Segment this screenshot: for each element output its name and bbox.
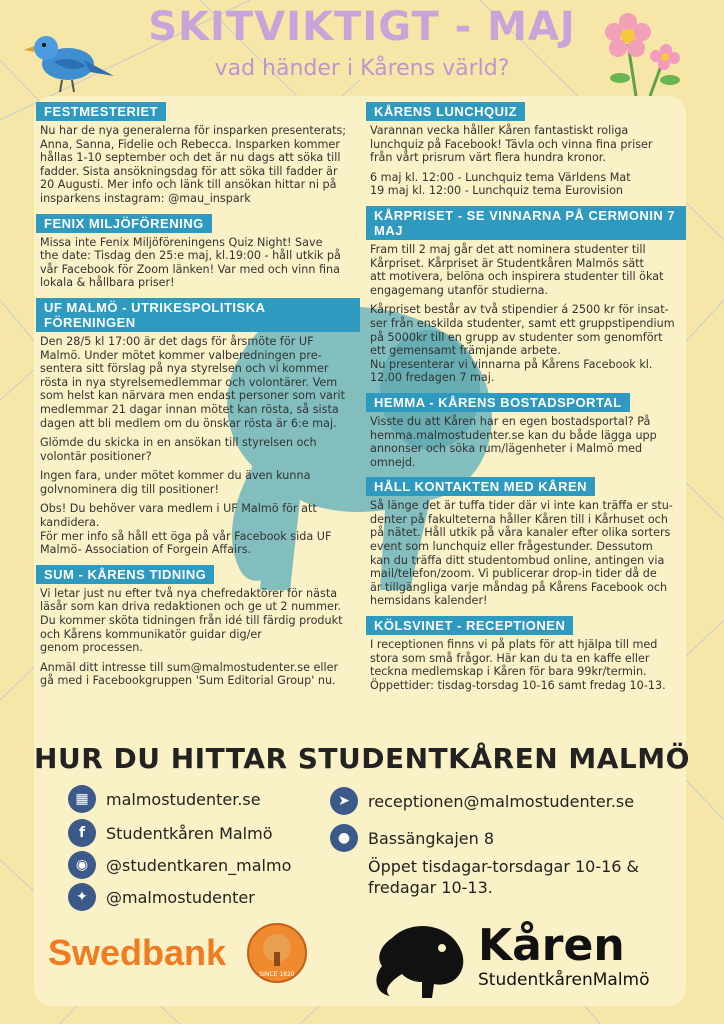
section-header: FENIX MILJÖFÖRENING	[36, 214, 212, 233]
section-text: Den 28/5 kl 17:00 är det dags för årsmöte för UF Malmö. Under mötet kommer valberedningen pre- sentera sitt förslag på nya styrelsen och vi kommer rösta in nya styrelsemedlemmar och volontärer. Vem som helst kan närvara men endast personer som varit medlemmar 21 dagar innan mötet kan rösta, så sista dagen att bli medlem om du önskar rösta är 6:e maj.	[40, 334, 346, 430]
section-header: KÅRENS LUNCHQUIZ	[366, 102, 525, 121]
section-text: 6 maj kl. 12:00 - Lunchquiz tema Världens Mat 19 maj kl. 12:00 - Lunchquiz tema Eurovision	[370, 170, 631, 198]
section-uf-malmo	[36, 296, 360, 557]
section-header: KÖLSVINET - RECEPTIONEN	[366, 616, 573, 635]
page-subtitle: vad händer i Kårens värld?	[214, 56, 510, 81]
section-text: Kårpriset består av två stipendier á 2500 kr för insat- ser från enskilda studenter, samt ett gruppstipendium på 5000kr till en grupp av studenter som genomfört ett gemensamt främjande arbete. Nu presenterar vi vinnarna på Kårens Facebook kl. 12.00 fredagen 7 maj.	[370, 303, 675, 385]
section-text: I receptionen finns vi på plats för att hjälpa till med stora som små frågor. Här kan du ta en kaffe eller teckna medlemskap i Kåren för bara 99kr/termin. Öppettider: tisdag-torsdag 10-16 samt fredag 10-13.	[370, 638, 666, 692]
section-lunchquiz	[366, 100, 686, 198]
telegram-icon: ➤	[330, 787, 358, 815]
section-sum	[36, 563, 360, 688]
left-column	[36, 100, 360, 694]
contact-facebook[interactable]	[68, 819, 273, 847]
section-fenix	[36, 212, 360, 290]
section-text: Obs! Du behöver vara medlem i UF Malmö för att kandidera. För mer info så håll ett öga på vår Facebook sida UF Malmö- Association of Forgein Affairs.	[40, 502, 332, 557]
section-text: Missa inte Fenix Miljöföreningens Quiz Night! Save the date: Tisdag den 25:e maj, kl.19:00 - håll utkik på vår Facebook för Zoom länken! Var med och vinn fina lokala & hållbara priser!	[40, 235, 341, 290]
contact-email[interactable]	[330, 787, 634, 815]
section-text: Ingen fara, under mötet kommer du även kunna golvnominera dig till positioner!	[40, 469, 311, 496]
instagram-icon: ◉	[68, 851, 96, 879]
section-header: FESTMESTERIET	[36, 102, 166, 121]
contact-text: Studentkåren Malmö	[106, 823, 273, 843]
section-kolsvinet	[366, 614, 686, 692]
karen-logo-subtext: StudentkårenMalmö	[478, 970, 650, 990]
contact-website[interactable]	[68, 785, 261, 813]
section-text: Nu har de nya generalerna för insparken presenterats; Anna, Sanna, Fidelie och Rebecca. Insparken kommer hållas 1-10 september och det är nu dags att söka till fadder. Sista ansökningsdag för att söka till fadder är 20 Augusti. Mer info och länk till ansökan hittar ni på insparkens instagram: @mau_inspark	[40, 124, 347, 205]
contact-text: @studentkaren_malmo	[106, 855, 292, 875]
section-header: HÅLL KONTAKTEN MED KÅREN	[366, 477, 595, 496]
contact-twitter[interactable]	[68, 883, 255, 911]
bird-icon	[24, 26, 116, 96]
seal-text: SINCE 1820	[259, 971, 295, 978]
section-header: UF MALMÖ - UTRIKESPOLITISKA FÖRENINGEN	[36, 298, 360, 332]
footer-title: HUR DU HITTAR STUDENTKÅREN MALMÖ	[34, 742, 690, 775]
flower-icon	[594, 8, 704, 98]
contact-text: receptionen@malmostudenter.se	[368, 791, 635, 811]
contact-instagram[interactable]	[68, 851, 291, 879]
contact-address	[330, 824, 494, 852]
karen-elephant-logo-icon	[372, 918, 472, 998]
contact-text: @malmostudenter	[106, 887, 255, 907]
section-text: Anmäl ditt intresse till sum@malmostudenter.se eller gå med i Facebookgruppen 'Sum Editorial Group' nu.	[40, 660, 339, 688]
location-pin-icon: ●	[330, 824, 358, 852]
swedbank-logo: Swedbank	[48, 932, 227, 973]
section-text: Varannan vecka håller Kåren fantastiskt roliga lunchquiz på Facebook! Tävla och vinna fina priser från vårt prisrum värt flera hundra kronor.	[370, 124, 653, 165]
section-header: SUM - KÅRENS TIDNING	[36, 565, 214, 584]
swedbank-seal-icon	[246, 922, 308, 984]
opening-hours: Öppet tisdagar-torsdagar 10-16 & fredagar 10-13.	[368, 857, 640, 897]
section-text: Så länge det är tuffa tider där vi inte kan träffa er stu- denter på fakulteterna håller Kåren till i Kårhuset och på nätet. Håll utkik på våra kanaler efter olika sorters event som lunchquiz eller frågestunder. Dessutom kan du träffa ditt studentombud online, antingen via mail/telefon/zoom. Vi publicerar drop-in tider då de är tillgängliga varje måndag på Kårens Facebook och hemsidans kalender!	[370, 499, 673, 608]
contact-text: malmostudenter.se	[106, 789, 261, 809]
section-text: Glömde du skicka in en ansökan till styrelsen och volontär positioner?	[40, 436, 317, 463]
twitter-icon: ✦	[68, 883, 96, 911]
section-kontakt	[366, 475, 686, 608]
page-title: SKITVIKTIGT - MAJ	[148, 4, 576, 50]
contact-text: Bassängkajen 8	[368, 828, 495, 848]
section-text: Fram till 2 maj går det att nominera studenter till Kårpriset. Kårpriset är Studentkåren Malmös sätt att motivera, belöna och inspirera studenter till ökat engagemang utanför studierna.	[370, 242, 664, 297]
karen-logo-text: Kåren	[478, 920, 625, 971]
section-header: HEMMA - KÅRENS BOSTADSPORTAL	[366, 393, 630, 412]
calendar-icon: ▦	[68, 785, 96, 813]
facebook-icon: f	[68, 819, 96, 847]
section-header: KÅRPRISET - SE VINNARNA PÅ CERMONIN 7 MAJ	[366, 206, 686, 240]
section-hemma	[366, 391, 686, 469]
section-text: Visste du att Kåren har en egen bostadsportal? På hemma.malmostudenter.se kan du både lägga upp annonser och söka rum/lägenheter i Malmö med omnejd.	[370, 414, 657, 469]
section-festmesteriet	[36, 100, 360, 206]
section-karpriset	[366, 204, 686, 385]
section-text: Vi letar just nu efter två nya chefredaktörer för nästa läsår som kan driva redaktionen och ge ut 2 nummer. Du kommer sköta tidningen från idé till färdig produkt och Kårens kommunikatör guidar dig/er genom processen.	[40, 586, 343, 655]
right-column	[366, 100, 686, 698]
